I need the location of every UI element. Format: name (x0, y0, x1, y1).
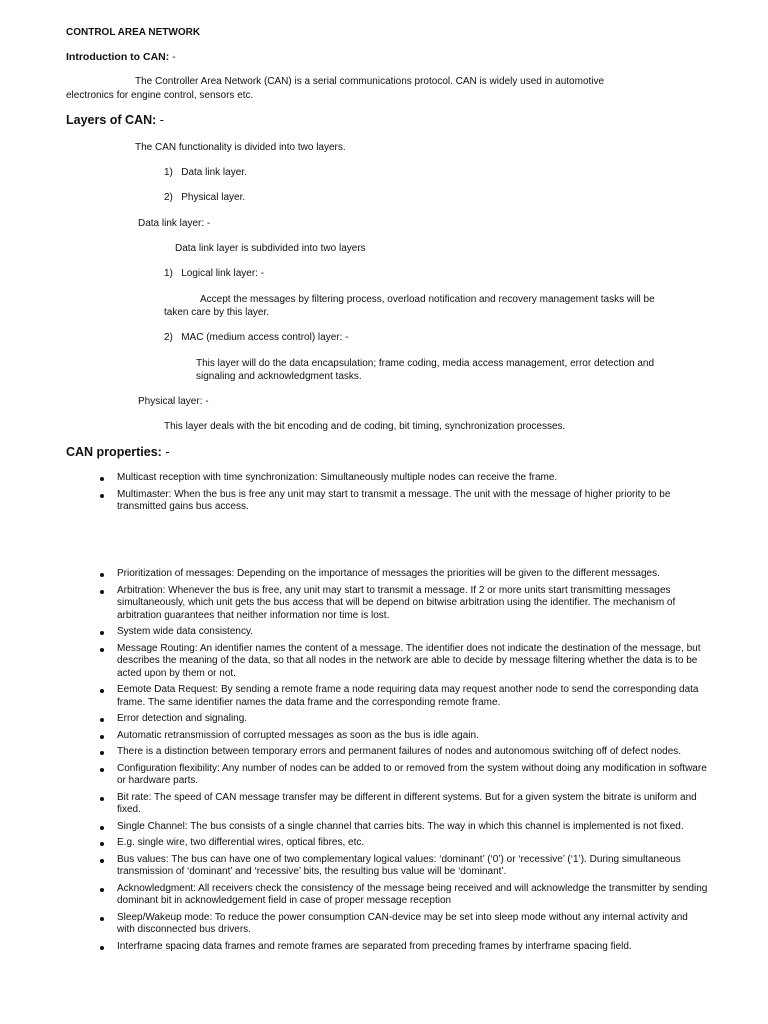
property-text: Acknowledgment: All receivers check the consistency of the message being received and will acknowledge the transmitter by sending dominant bit in acknowledgement field in case of proper message reception (117, 882, 708, 906)
property-item (98, 837, 708, 850)
bullet-icon (100, 494, 104, 498)
bullet-icon (100, 751, 104, 755)
property-item (98, 713, 708, 726)
property-item (98, 763, 708, 788)
bullet-icon (100, 631, 104, 635)
property-text: System wide data consistency. (117, 626, 253, 637)
property-item (98, 684, 708, 709)
bullet-icon (100, 735, 104, 739)
property-text: Single Channel: The bus consists of a single channel that carries bits. The way in which this channel is implemented is not fixed. (117, 820, 684, 832)
property-text: Automatic retransmission of corrupted messages as soon as the bus is idle again. (117, 729, 479, 741)
property-text: Arbitration: Whenever the bus is free, any unit may start to transmit a message. If 2 or more units start transmitting messages simultaneously, which unit gets the bus access that will be depend on bitwise arbitration using the identifier. The mechanism of arbitration guarantees that neither information nor time is lost. (117, 584, 676, 621)
bullet-icon (100, 797, 104, 801)
phy-heading: Physical layer: - (138, 396, 209, 407)
bullet-icon (100, 477, 104, 481)
properties-heading (66, 446, 169, 459)
bullet-icon (100, 648, 104, 652)
property-item (98, 792, 708, 817)
intro-heading (66, 51, 176, 64)
bullet-icon (100, 768, 104, 772)
property-item (98, 912, 708, 937)
property-text: Configuration flexibility: Any number of nodes can be added to or removed from the system without doing any modification in software or hardware parts. (117, 762, 707, 786)
bullet-icon (100, 590, 104, 594)
property-item (98, 626, 708, 639)
bullet-icon (100, 917, 104, 921)
bullet-icon (100, 888, 104, 892)
bullet-icon (100, 946, 104, 950)
properties-list-1 (98, 472, 708, 518)
property-item (98, 472, 708, 485)
bullet-icon (100, 842, 104, 846)
llc-line-1: Accept the messages by filtering process, overload notification and recovery management tasks will be (200, 294, 655, 305)
property-item (98, 643, 708, 681)
intro-line-1: The Controller Area Network (CAN) is a serial communications protocol. CAN is widely used in automotive (135, 76, 605, 87)
property-text: E.g. single wire, two differential wires, optical fibres, etc. (117, 837, 365, 848)
bullet-icon (100, 718, 104, 722)
property-item (98, 821, 708, 834)
property-item (98, 568, 708, 581)
property-text: Bit rate: The speed of CAN message transfer may be different in different systems. But for a given system the bitrate is uniform and fixed. (117, 791, 697, 815)
properties-heading-text: CAN properties: (66, 445, 162, 459)
property-item (98, 730, 708, 743)
dll-heading: Data link layer: - (138, 218, 211, 229)
dll-subtext: Data link layer is subdivided into two layers (175, 243, 366, 254)
intro-heading-dash: - (169, 51, 176, 63)
document-title: CONTROL AREA NETWORK (66, 27, 201, 38)
bullet-icon (100, 826, 104, 830)
property-item (98, 854, 708, 879)
property-text: Bus values: The bus can have one of two complementary logical values: ‘dominant’ (‘0’) or ‘recessive’ (‘1’). During simultaneous transmission of ‘dominant’ and ‘recessive’ bits, the resulting bus value will be ‘dominant’. (117, 853, 681, 877)
phy-text: This layer deals with the bit encoding and de coding, bit timing, synchronization processes. (164, 421, 566, 432)
llc-line-2: taken care by this layer. (164, 307, 270, 318)
property-text: Sleep/Wakeup mode: To reduce the power consumption CAN-device may be set into sleep mode without any internal activity and with disconnected bus drivers. (117, 911, 688, 935)
intro-heading-text: Introduction to CAN: (66, 51, 170, 63)
property-item (98, 941, 708, 954)
property-text: Interframe spacing data frames and remote frames are separated from preceding frames by interframe spacing field. (117, 940, 632, 952)
property-text: Message Routing: An identifier names the content of a message. The identifier does not indicate the destination of the message, but describes the meaning of the data, so that all nodes in the network are able to decide by message filtering whether the data is to be acted upon by them or not. (117, 642, 701, 679)
mac-heading: 2) MAC (medium access control) layer: - (164, 332, 349, 343)
properties-heading-dash: - (161, 445, 170, 459)
layers-heading (66, 114, 164, 127)
bullet-icon (100, 859, 104, 863)
bullet-icon (100, 573, 104, 577)
property-text: Multimaster: When the bus is free any unit may start to transmit a message. The unit with the message of higher priority to be transmitted gains bus access. (117, 488, 671, 512)
property-item (98, 746, 708, 759)
layers-item-2: 2) Physical layer. (164, 192, 246, 203)
intro-line-2: electronics for engine control, sensors etc. (66, 90, 254, 101)
property-text: Multicast reception with time synchronization: Simultaneously multiple nodes can receive the frame. (117, 472, 558, 483)
layers-item-1: 1) Data link layer. (164, 167, 247, 178)
llc-heading: 1) Logical link layer: - (164, 268, 265, 279)
bullet-icon (100, 689, 104, 693)
property-item (98, 489, 708, 514)
layers-heading-dash: - (156, 113, 164, 127)
property-text: There is a distinction between temporary errors and permanent failures of nodes and autonomous switching off of defect nodes. (117, 746, 682, 757)
property-text: Error detection and signaling. (117, 713, 248, 724)
layers-intro: The CAN functionality is divided into two layers. (135, 142, 346, 153)
mac-line-2: signaling and acknowledgment tasks. (196, 371, 362, 382)
property-text: Prioritization of messages: Depending on the importance of messages the priorities will be given to the different messages. (117, 568, 660, 579)
property-item (98, 585, 708, 623)
property-item (98, 883, 708, 908)
property-text: Eemote Data Request: By sending a remote frame a node requiring data may request another node to send the corresponding data frame. The same identifier names the data frame and the corresponding remote frame. (117, 684, 699, 708)
layers-heading-text: Layers of CAN: (66, 113, 157, 127)
mac-line-1: This layer will do the data encapsulation; frame coding, media access management, error detection and (196, 358, 655, 369)
properties-list-2 (98, 568, 708, 957)
